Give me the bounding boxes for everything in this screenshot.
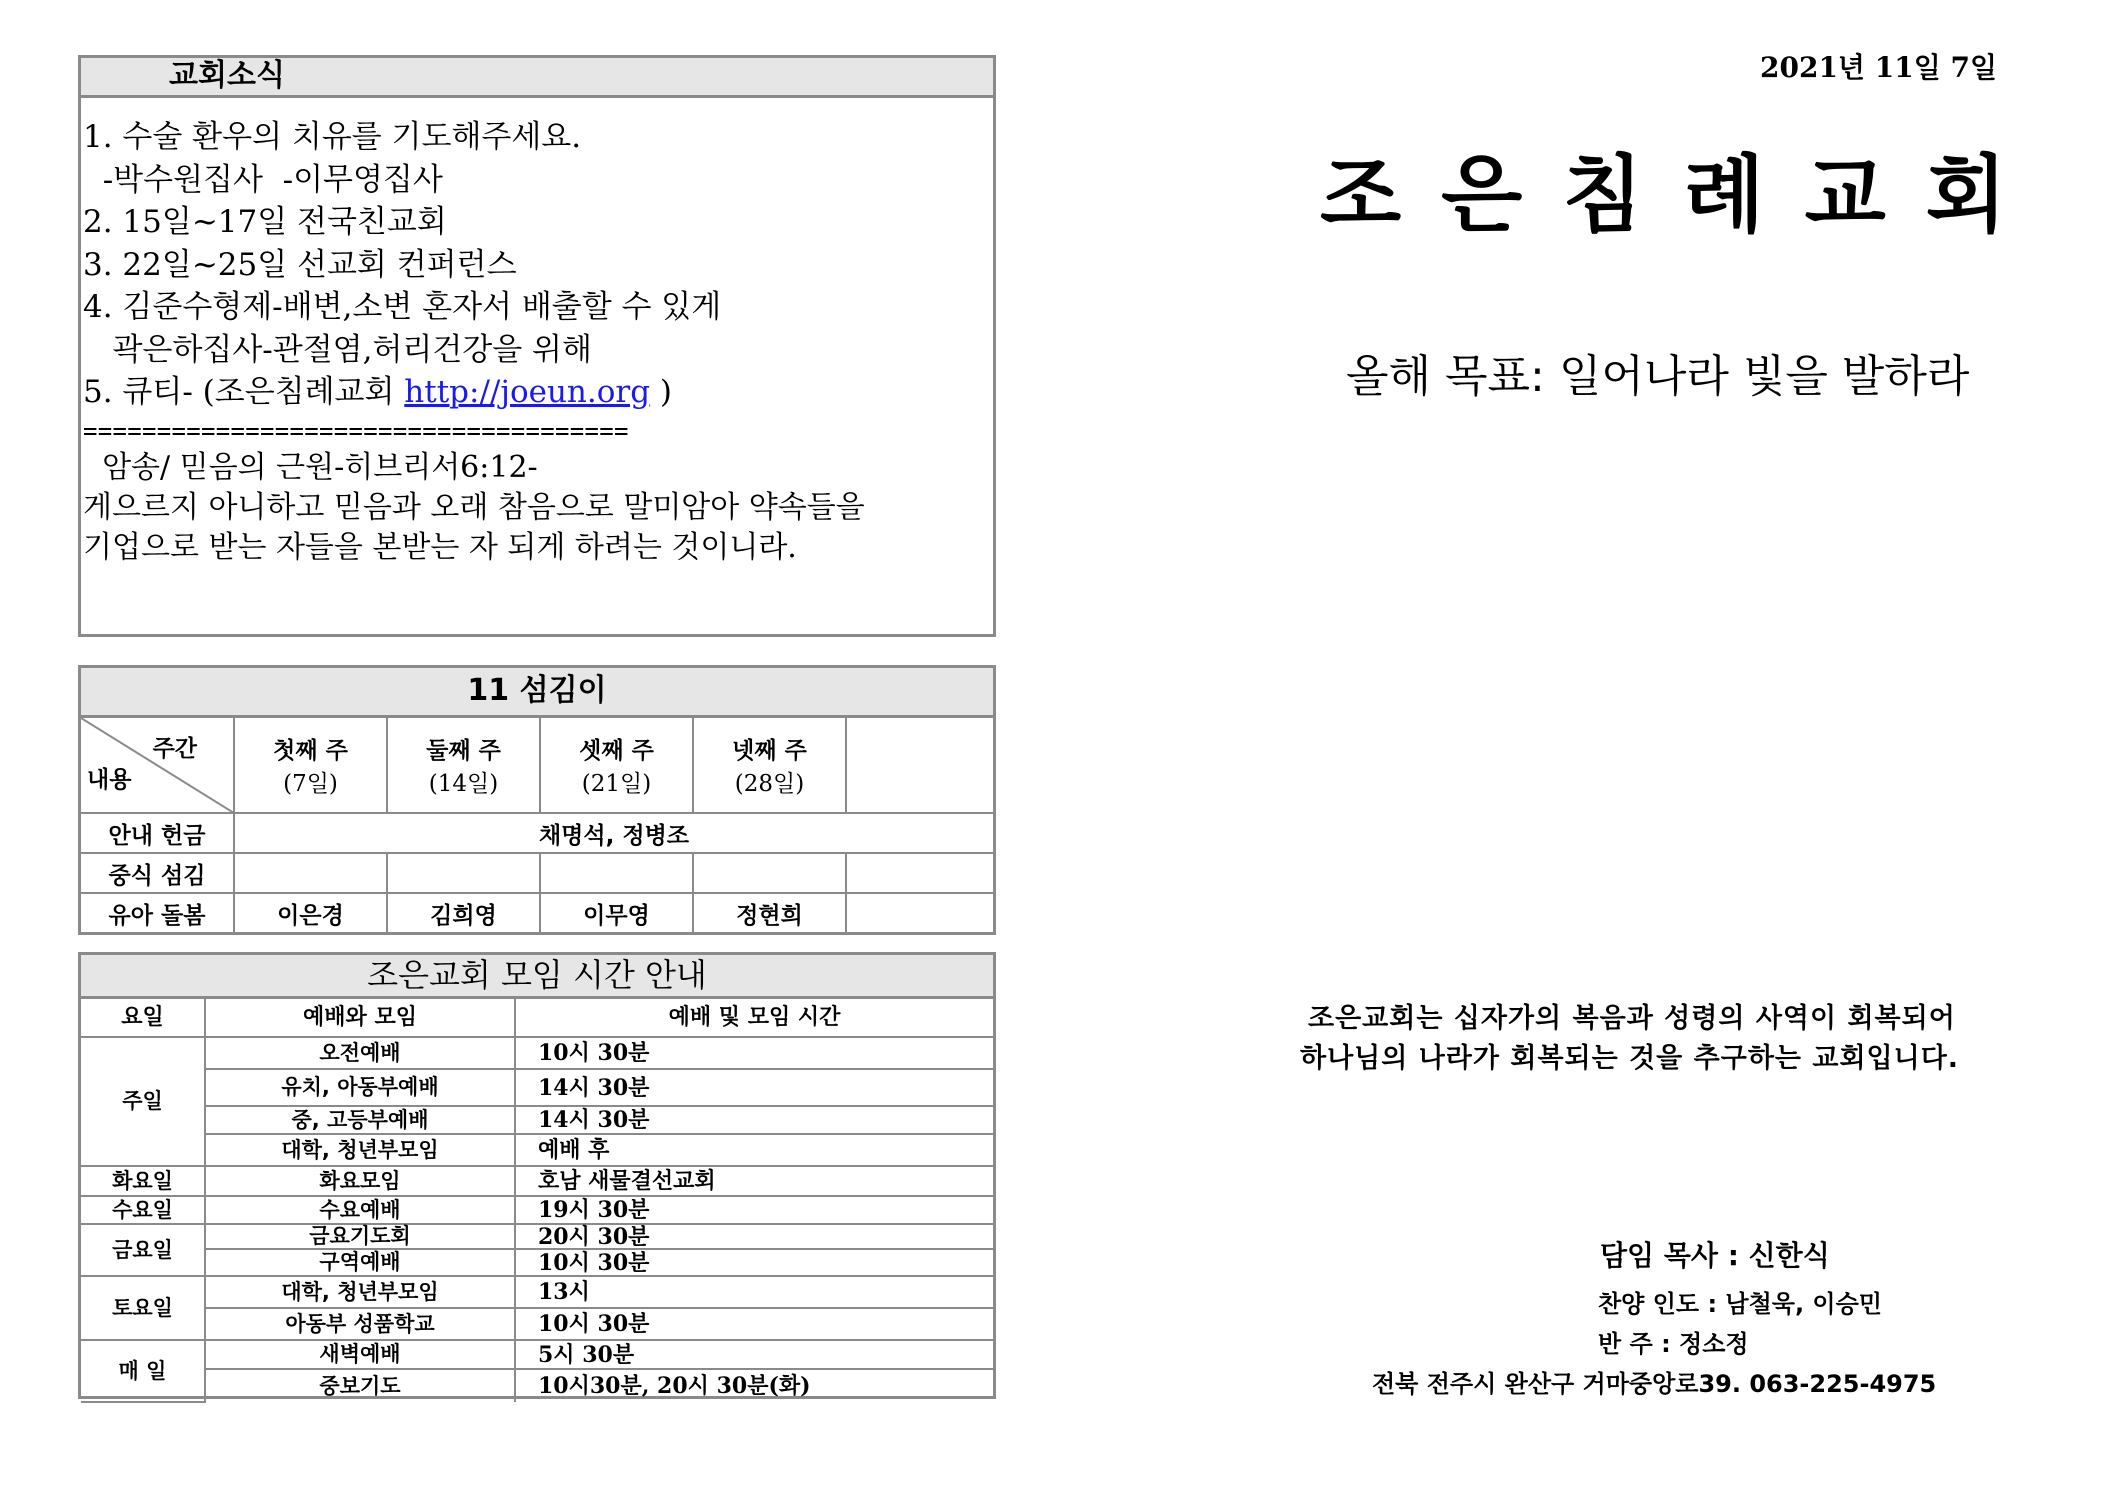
week-header <box>387 718 540 813</box>
meeting-name: 금요기도회 <box>205 1224 515 1249</box>
meeting-time: 14시 30분 <box>515 1106 993 1134</box>
merged-cell: 채명석, 정병조 <box>234 813 993 853</box>
table-cell: 김희영 <box>387 893 540 933</box>
header-time: 예배 및 모임 시간 <box>515 999 993 1037</box>
week-name: 셋째 주 <box>579 738 654 764</box>
meeting-time: 10시 30분 <box>515 1249 993 1276</box>
table-row <box>81 718 993 813</box>
meeting-times-table <box>81 999 993 1403</box>
meeting-name: 오전예배 <box>205 1037 515 1069</box>
table-cell <box>846 853 993 893</box>
day-cell: 매 일 <box>81 1340 205 1402</box>
week-date: (28일) <box>734 771 805 797</box>
table-cell: 정현희 <box>693 893 846 933</box>
table-row <box>81 893 993 933</box>
row-label: 유아 돌봄 <box>81 893 234 933</box>
church-address: 전북 전주시 완산구 거마중앙로39. 063-225-4975 <box>1372 1370 1937 1398</box>
table-cell <box>387 853 540 893</box>
accompanist: 반 주 : 정소정 <box>1598 1330 1749 1358</box>
table-row <box>81 1308 993 1340</box>
meeting-name: 아동부 성품학교 <box>205 1308 515 1340</box>
meeting-time: 예배 후 <box>515 1134 993 1166</box>
week-header <box>693 718 846 813</box>
service-schedule-box <box>78 665 996 935</box>
week-name: 넷째 주 <box>732 738 807 764</box>
day-cell: 수요일 <box>81 1196 205 1224</box>
mission-statement-line: 조은교회는 십자가의 복음과 성령의 사역이 회복되어 <box>1308 1003 1956 1034</box>
table-row <box>81 1340 993 1369</box>
news-line: 4. 김준수형제-배변,소변 혼자서 배출할 수 있게 <box>83 289 722 325</box>
day-cell: 토요일 <box>81 1276 205 1340</box>
meeting-name: 수요예배 <box>205 1196 515 1224</box>
meeting-times-box <box>78 952 996 1399</box>
day-cell: 금요일 <box>81 1224 205 1276</box>
week-name: 첫째 주 <box>273 738 348 764</box>
meeting-name: 중보기도 <box>205 1369 515 1402</box>
verse-title: 암송/ 믿음의 근원-히브리서6:12- <box>83 449 538 485</box>
meeting-name: 대학, 청년부모임 <box>205 1276 515 1308</box>
church-news-box <box>78 55 996 637</box>
meeting-time: 14시 30분 <box>515 1069 993 1106</box>
news-line: 2. 15일~17일 전국친교회 <box>83 204 447 240</box>
table-row <box>81 1069 993 1106</box>
meeting-name: 유치, 아동부예배 <box>205 1069 515 1106</box>
news-line: -박수원집사 -이무영집사 <box>83 161 443 198</box>
table-cell <box>693 853 846 893</box>
table-row <box>81 853 993 893</box>
week-date: (7일) <box>283 771 338 797</box>
meeting-time: 10시 30분 <box>515 1308 993 1340</box>
meeting-name: 중, 고등부예배 <box>205 1106 515 1134</box>
meeting-time: 19시 30분 <box>515 1196 993 1224</box>
service-schedule-title: 11 섬김이 <box>81 668 993 718</box>
church-news-body <box>81 116 993 568</box>
table-row <box>81 1134 993 1166</box>
table-row <box>81 1106 993 1134</box>
news-line: 곽은하집사-관절염,허리건강을 위해 <box>83 331 592 368</box>
church-name-title: 조은침례교회 <box>1320 146 2047 244</box>
meeting-name: 대학, 청년부모임 <box>205 1134 515 1166</box>
meeting-name: 구역예배 <box>205 1249 515 1276</box>
week-name: 둘째 주 <box>426 738 501 764</box>
news-line: 1. 수술 환우의 치유를 기도해주세요. <box>83 119 582 155</box>
bulletin-date: 2021년 11일 7일 <box>1760 51 1998 84</box>
week-header <box>234 718 387 813</box>
table-cell <box>540 853 693 893</box>
news-separator: ===================================== <box>83 416 629 445</box>
table-row <box>81 1196 993 1224</box>
corner-top-label: 주간 <box>152 736 197 762</box>
day-cell: 화요일 <box>81 1166 205 1196</box>
meeting-time: 10시30분, 20시 30분(화) <box>515 1369 993 1402</box>
table-row <box>81 1037 993 1069</box>
meeting-time: 20시 30분 <box>515 1224 993 1249</box>
meeting-time: 13시 <box>515 1276 993 1308</box>
table-row <box>81 1249 993 1276</box>
qt-link[interactable]: http://joeun.org <box>404 374 651 410</box>
table-cell: 이은경 <box>234 893 387 933</box>
week-date: (21일) <box>581 771 652 797</box>
header-meeting: 예배와 모임 <box>205 999 515 1037</box>
verse-line: 기업으로 받는 자들을 본받는 자 되게 하려는 것이니라. <box>83 529 797 565</box>
senior-pastor: 담임 목사 : 신한식 <box>1600 1239 1830 1272</box>
qt-prefix: 5. 큐티- (조은침례교회 <box>83 374 405 410</box>
header-day: 요일 <box>81 999 205 1037</box>
day-cell: 주일 <box>81 1037 205 1166</box>
meeting-name: 새벽예배 <box>205 1340 515 1369</box>
table-row <box>81 1224 993 1249</box>
row-label: 안내 헌금 <box>81 813 234 853</box>
table-row <box>81 1276 993 1308</box>
table-cell <box>234 853 387 893</box>
empty-cell <box>846 718 993 813</box>
mission-statement-line: 하나님의 나라가 회복되는 것을 추구하는 교회입니다. <box>1300 1043 1960 1074</box>
news-line-qt <box>83 371 993 414</box>
table-cell <box>846 893 993 933</box>
verse-line: 게으르지 아니하고 믿음과 오래 참음으로 말미암아 약속들을 <box>83 489 865 525</box>
week-header <box>540 718 693 813</box>
corner-bottom-label: 내용 <box>87 767 132 793</box>
table-row <box>81 1166 993 1196</box>
meeting-time: 호남 새물결선교회 <box>515 1166 993 1196</box>
corner-cell <box>81 718 234 813</box>
meeting-times-title: 조은교회 모임 시간 안내 <box>81 955 993 999</box>
row-label: 중식 섬김 <box>81 853 234 893</box>
table-cell: 이무영 <box>540 893 693 933</box>
table-row <box>81 999 993 1037</box>
worship-leaders: 찬양 인도 : 남철욱, 이승민 <box>1598 1290 1882 1318</box>
qt-suffix: ) <box>650 374 673 410</box>
table-row <box>81 1369 993 1402</box>
week-date: (14일) <box>428 771 499 797</box>
service-schedule-table <box>81 718 993 933</box>
meeting-name: 화요모임 <box>205 1166 515 1196</box>
year-motto: 올해 목표: 일어나라 빛을 발하라 <box>1346 351 1970 402</box>
meeting-time: 10시 30분 <box>515 1037 993 1069</box>
church-news-title: 교회소식 <box>81 58 993 98</box>
meeting-time: 5시 30분 <box>515 1340 993 1369</box>
news-line: 3. 22일~25일 선교회 컨퍼런스 <box>83 246 517 283</box>
table-row <box>81 813 993 853</box>
